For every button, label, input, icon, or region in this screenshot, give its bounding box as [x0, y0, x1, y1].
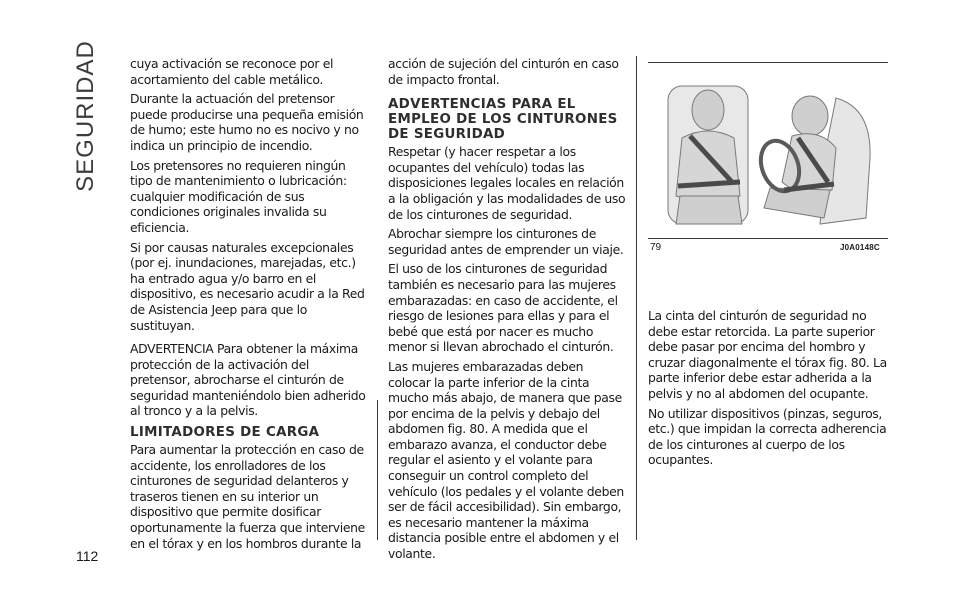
column-2	[388, 56, 628, 566]
paragraph: acción de sujeción del cinturón en caso de impacto frontal.	[388, 56, 619, 87]
paragraph: Respetar (y hacer respetar a los ocupantes del vehículo) todas las disposiciones legales locales en relación a la obligación y las modalidades de uso de los cinturones de seguridad.	[388, 144, 626, 222]
paragraph: El uso de los cinturones de seguridad también es necesario para las mujeres embarazadas: en caso de accidente, el riesgo de lesiones para ellas y para el bebé que está por nacer es mucho menor si llevan abrochado el cinturón.	[388, 261, 618, 355]
paragraph: Durante la actuación del pretensor puede producirse una pequeña emisión de humo; este humo no es nocivo y no indica un principio de incendio.	[130, 91, 364, 153]
figure-bottom-rule	[648, 238, 888, 239]
paragraph: cuya activación se reconoce por el acortamiento del cable metálico.	[130, 56, 334, 87]
section-tab	[66, 40, 106, 192]
column-1	[130, 56, 370, 555]
paragraph: La cinta del cinturón de seguridad no debe estar retorcida. La parte superior debe pasar por encima del hombro y cruzar diagonalmente el tórax fig. 80. La parte inferior debe estar adherida a la pelvis y no al abdomen del ocupante.	[648, 308, 887, 401]
figure-illustration	[660, 78, 880, 230]
paragraph: No utilizar dispositivos (pinzas, seguros, etc.) que impidan la correcta adherencia de los cinturones al cuerpo de los ocupantes.	[648, 405, 887, 468]
page-number: 112	[76, 548, 99, 564]
warning-paragraph: ADVERTENCIA Para obtener la máxima protección de la activación del pretensor, abrocharse el cinturón de seguridad manteniéndolo bien adherido al tronco y a la pelvis.	[130, 341, 366, 419]
column-3	[648, 308, 888, 472]
section-heading: LIMITADORES DE CARGA	[130, 425, 320, 441]
column-divider	[377, 400, 378, 540]
paragraph: Las mujeres embarazadas deben colocar la parte inferior de la cinta mucho más abajo, de manera que pase por encima de la pelvis y debajo del abdomen fig. 80. A medida que el embarazo avanza, el conductor debe regular el asiento y el volante para conseguir un control completo del vehículo (los pedales y el volante deben ser de fácil accesibilidad). Sin embargo, es necesario mantener la máxima distancia posible entre el abdomen y el volante.	[388, 358, 624, 562]
figure-number: 79	[650, 242, 662, 253]
paragraph: Los pretensores no requieren ningún tipo de mantenimiento o lubricación: cualquier modificación de sus condiciones originales invalida su eficiencia.	[130, 157, 347, 235]
column-divider	[636, 56, 637, 540]
section-heading: ADVERTENCIAS PARA EL EMPLEO DE LOS CINTURONES DE SEGURIDAD	[388, 97, 618, 143]
paragraph: Abrochar siempre los cinturones de seguridad antes de emprender un viaje.	[388, 226, 624, 257]
figure-top-rule	[648, 62, 888, 63]
seatbelt-illustration	[660, 78, 880, 230]
paragraph: Si por causas naturales excepcionales (por ej. inundaciones, marejadas, etc.) ha entrado agua y/o barro en el dispositivo, es necesario acudir a la Red de Asistencia Jeep para que lo sustituyan.	[130, 239, 365, 333]
section-tab-label: SEGURIDAD	[72, 40, 99, 192]
figure-code: J0A0148C	[840, 243, 880, 252]
paragraph: Para aumentar la protección en caso de accidente, los enrolladores de los cinturones de seguridad delanteros y traseros tienen en su interior un dispositivo que permite dosificar oportunamente la fuerza que interviene en el tórax y en los hombros durante la	[130, 442, 365, 551]
